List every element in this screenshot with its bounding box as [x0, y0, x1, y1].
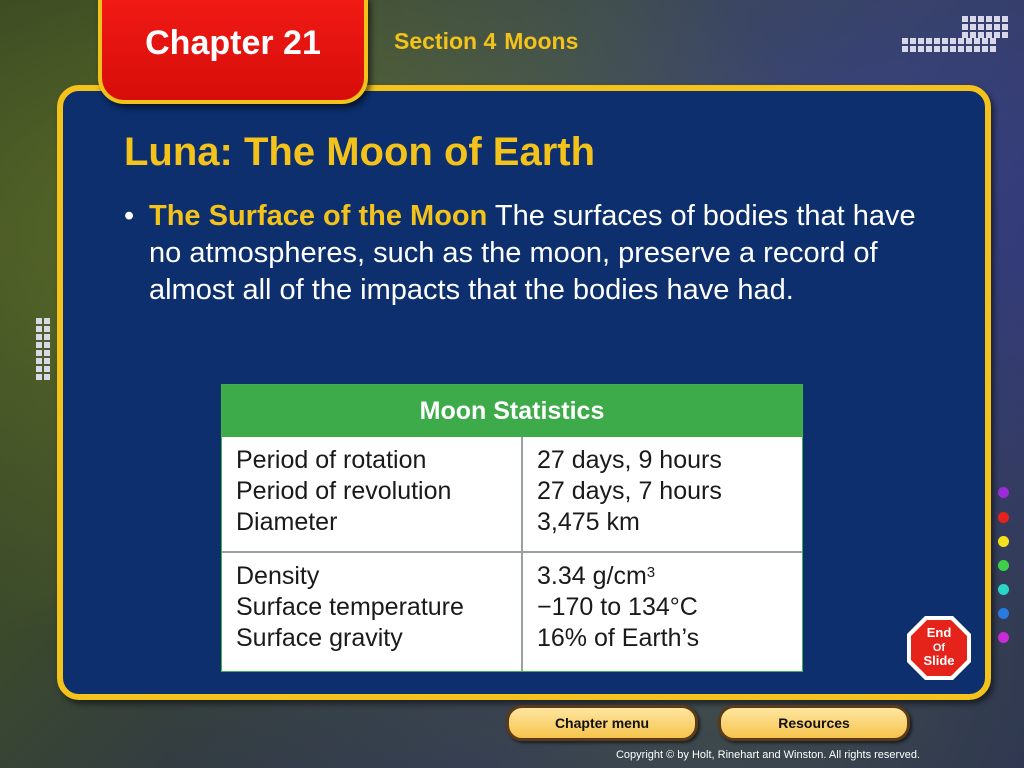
table-row — [222, 551, 802, 671]
stat-value-density — [537, 561, 699, 592]
nav-dot[interactable] — [998, 584, 1009, 595]
copyright-text: Copyright © by Holt, Rinehart and Winston. All rights reserved. — [615, 749, 920, 761]
decorative-dot-row-top — [902, 38, 996, 52]
chapter-label: Chapter 21 — [145, 24, 321, 62]
slide-title: Luna: The Moon of Earth — [124, 130, 596, 174]
stat-label: Period of revolution — [236, 477, 452, 505]
nav-dot[interactable] — [998, 512, 1009, 523]
bullet-point — [124, 198, 939, 309]
stat-value: 3,475 km — [537, 508, 640, 536]
nav-dot[interactable] — [998, 560, 1009, 571]
stat-label: Density — [236, 562, 320, 590]
section-title: Moons — [504, 28, 579, 54]
end-of-slide-button[interactable] — [905, 614, 973, 682]
stat-label: Diameter — [236, 508, 338, 536]
table-title: Moon Statistics — [222, 385, 802, 437]
resources-button[interactable]: Resources — [718, 705, 910, 741]
stat-label: Surface temperature — [236, 593, 464, 621]
chapter-tab — [98, 0, 368, 104]
nav-dot[interactable] — [998, 487, 1009, 498]
bullet-text: The surfaces of bodies that have no atmospheres, such as the moon, preserve a record of almost all of the impacts that the bodies have had. — [149, 200, 916, 306]
stat-value: 3.34 g/cm — [537, 562, 647, 590]
nav-dot[interactable] — [998, 536, 1009, 547]
table-value-cell — [523, 553, 699, 671]
end-slide-line2: Of — [932, 642, 946, 654]
stat-value: −170 to 134°C — [537, 593, 698, 621]
stat-value: 27 days, 7 hours — [537, 477, 722, 505]
decorative-dot-grid-top — [962, 16, 1008, 38]
moon-statistics-table — [221, 384, 803, 672]
stat-value: 27 days, 9 hours — [537, 446, 722, 474]
bullet-symbol: • — [124, 200, 135, 232]
stat-label: Surface gravity — [236, 624, 403, 652]
bullet-lead: The Surface of the Moon — [149, 200, 488, 232]
section-header — [394, 28, 578, 55]
stat-label: Period of rotation — [236, 446, 427, 474]
nav-dot[interactable] — [998, 608, 1009, 619]
nav-dot[interactable] — [998, 632, 1009, 643]
end-slide-line3: Slide — [923, 653, 955, 668]
table-label-cell — [222, 553, 523, 671]
section-number: Section 4 — [394, 28, 497, 54]
decorative-dot-column-left — [36, 318, 50, 380]
stat-value: 16% of Earth’s — [537, 624, 700, 652]
table-row — [222, 437, 802, 551]
table-label-cell — [222, 437, 523, 551]
end-slide-line1: End — [926, 625, 952, 640]
density-superscript: 3 — [646, 564, 656, 581]
chapter-menu-button[interactable]: Chapter menu — [506, 705, 698, 741]
table-value-cell — [523, 437, 722, 551]
